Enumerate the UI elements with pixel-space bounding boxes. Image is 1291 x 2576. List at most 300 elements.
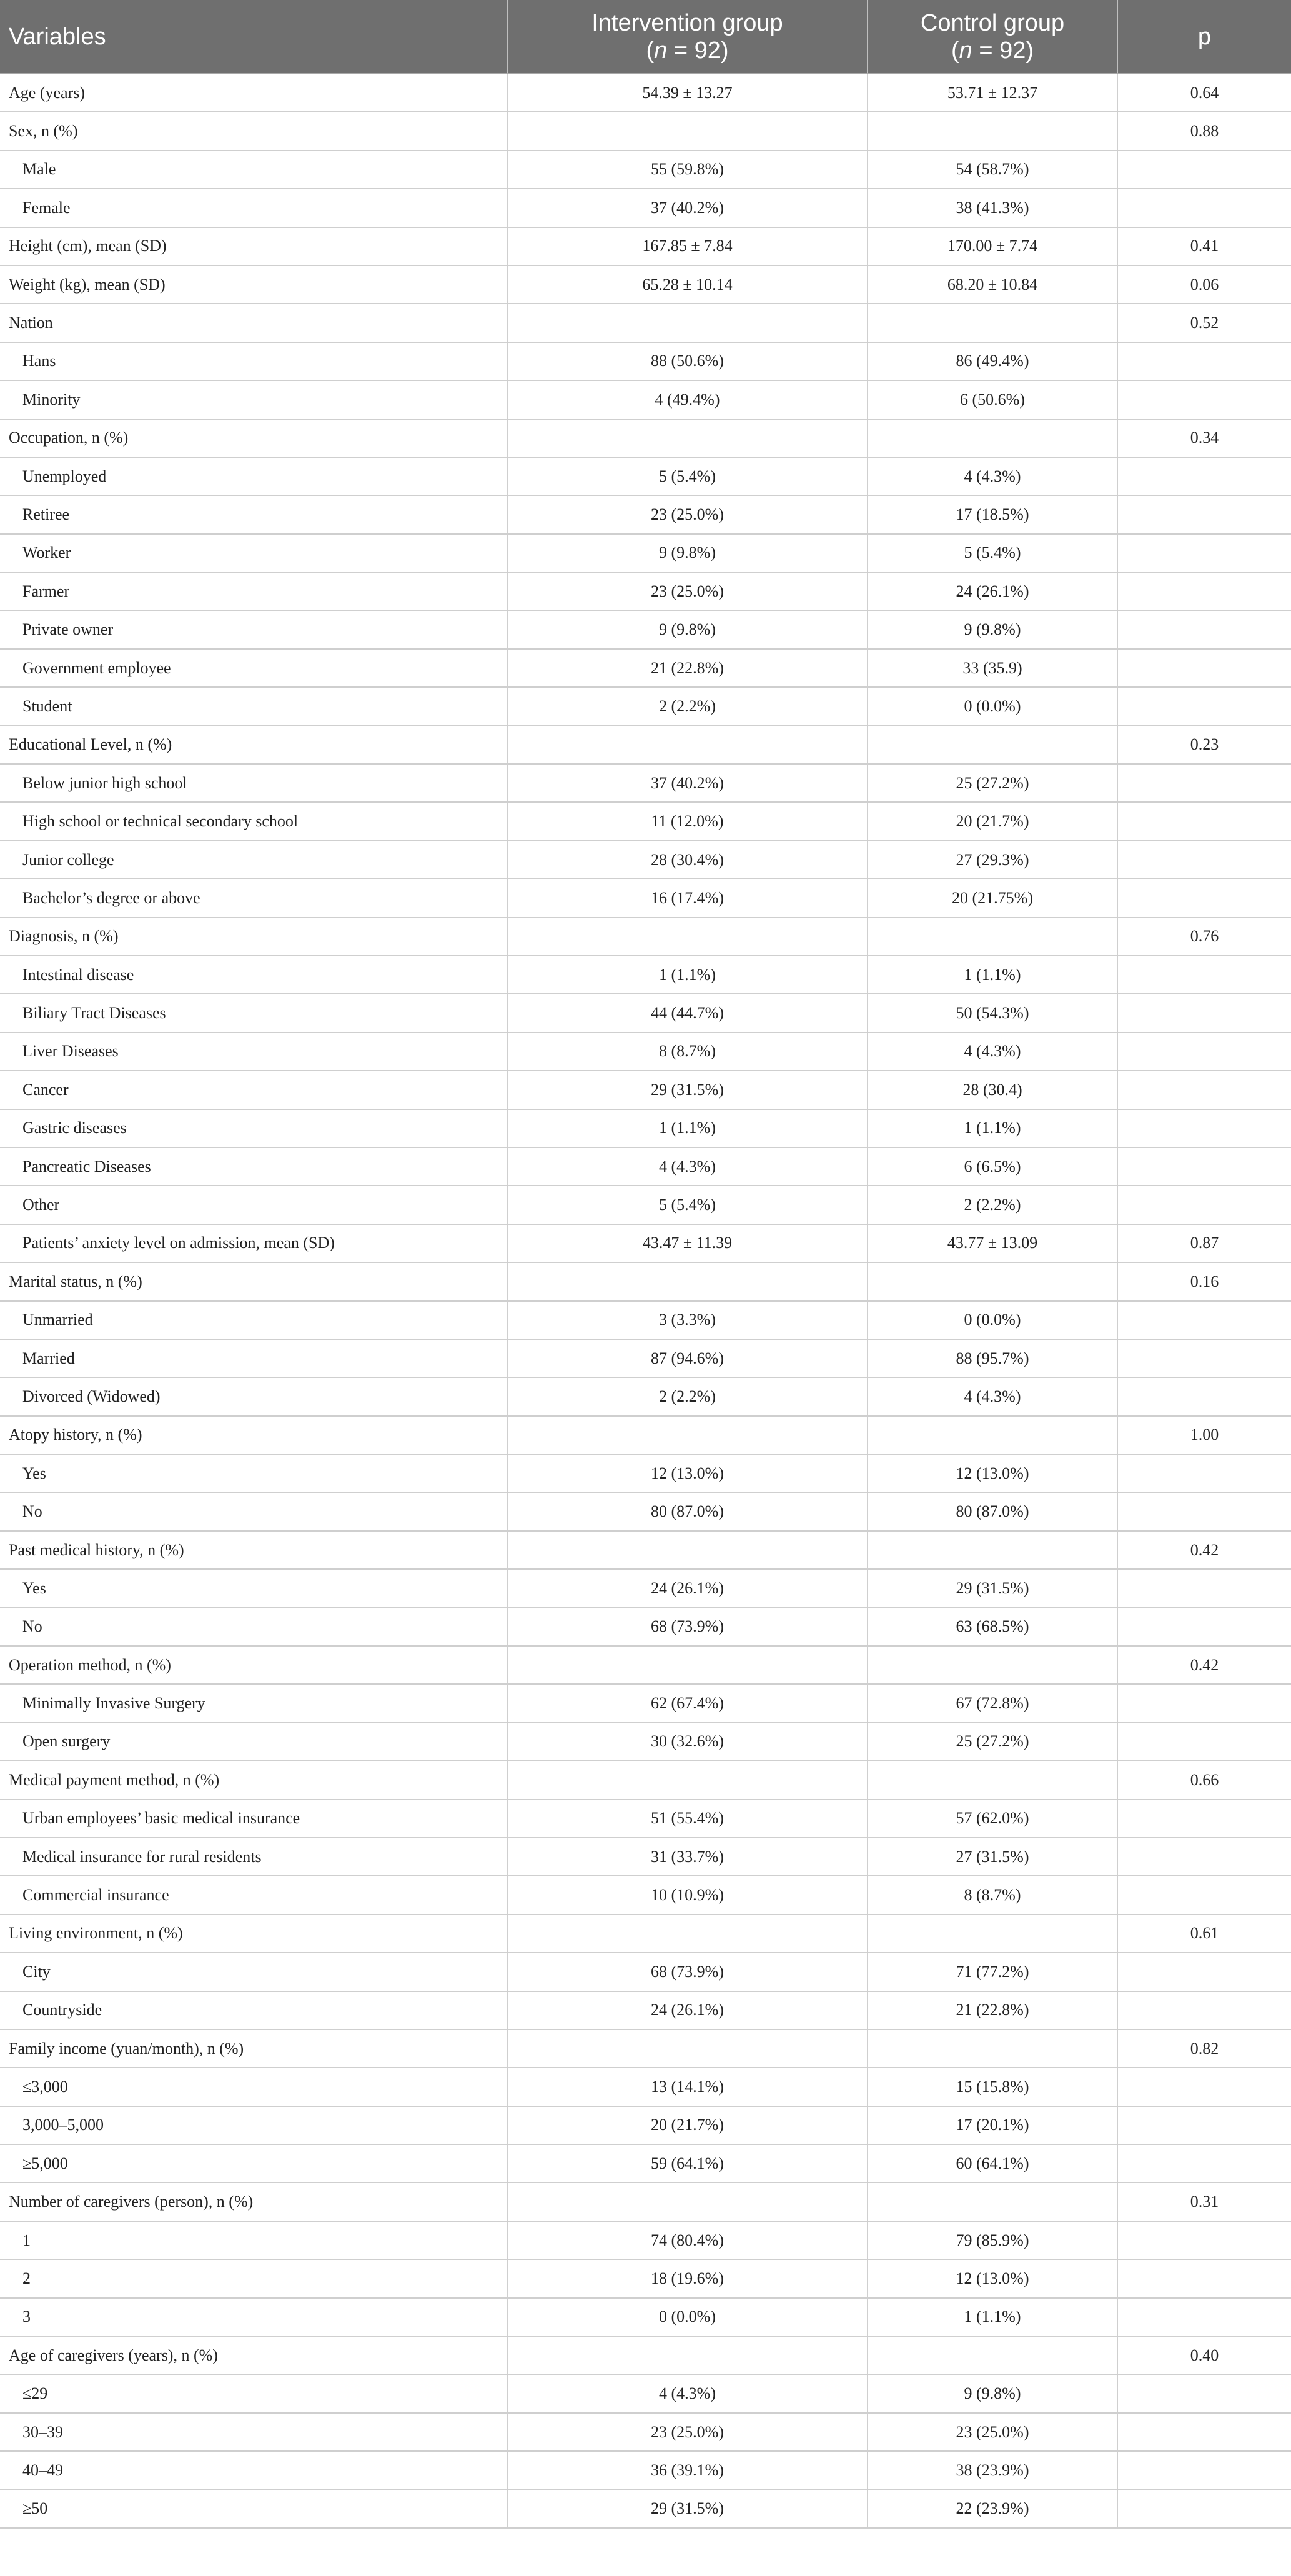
variable-cell: ≤29: [0, 2374, 507, 2412]
variable-cell: 1: [0, 2221, 507, 2259]
control-cell: 12 (13.0%): [868, 2259, 1117, 2297]
table-row: [0, 1684, 1291, 1722]
variable-cell: Divorced (Widowed): [0, 1377, 507, 1415]
p-value-cell: [1117, 879, 1291, 917]
variable-cell: Minority: [0, 380, 507, 419]
p-value-cell: 0.42: [1117, 1646, 1291, 1684]
variable-cell: Hans: [0, 342, 507, 380]
intervention-cell: [507, 1761, 868, 1799]
control-cell: [868, 1646, 1117, 1684]
intervention-cell: 18 (19.6%): [507, 2259, 868, 2297]
control-cell: 17 (18.5%): [868, 495, 1117, 533]
control-cell: [868, 2182, 1117, 2221]
variable-cell: No: [0, 1608, 507, 1646]
intervention-cell: 5 (5.4%): [507, 1186, 868, 1224]
intervention-cell: 37 (40.2%): [507, 189, 868, 227]
table-row: [0, 74, 1291, 112]
table-row: [0, 2413, 1291, 2451]
p-value-cell: [1117, 1147, 1291, 1186]
table-row: [0, 687, 1291, 725]
variable-cell: Height (cm), mean (SD): [0, 227, 507, 265]
p-value-cell: 0.41: [1117, 227, 1291, 265]
intervention-cell: 24 (26.1%): [507, 1991, 868, 2029]
control-cell: 25 (27.2%): [868, 764, 1117, 802]
table-row: [0, 2068, 1291, 2106]
table-row: [0, 227, 1291, 265]
control-cell: 80 (87.0%): [868, 1492, 1117, 1530]
table-row: [0, 879, 1291, 917]
intervention-cell: 12 (13.0%): [507, 1454, 868, 1492]
variable-cell: Pancreatic Diseases: [0, 1147, 507, 1186]
variable-cell: No: [0, 1492, 507, 1530]
intervention-cell: 68 (73.9%): [507, 1608, 868, 1646]
intervention-cell: 55 (59.8%): [507, 151, 868, 189]
control-cell: 79 (85.9%): [868, 2221, 1117, 2259]
variable-cell: Medical payment method, n (%): [0, 1761, 507, 1799]
variable-cell: Family income (yuan/month), n (%): [0, 2029, 507, 2068]
intervention-cell: 68 (73.9%): [507, 1953, 868, 1991]
p-value-cell: [1117, 1569, 1291, 1607]
p-value-cell: [1117, 457, 1291, 495]
table-row: [0, 419, 1291, 457]
variable-cell: Junior college: [0, 841, 507, 879]
p-value-cell: [1117, 1991, 1291, 2029]
table-row: [0, 956, 1291, 994]
table-row: [0, 265, 1291, 304]
intervention-cell: 167.85 ± 7.84: [507, 227, 868, 265]
header-control-n-rest: = 92): [972, 37, 1034, 64]
control-cell: 60 (64.1%): [868, 2144, 1117, 2182]
header-intervention-n: [517, 37, 858, 64]
control-cell: [868, 1531, 1117, 1569]
control-cell: 21 (22.8%): [868, 1991, 1117, 2029]
control-cell: 57 (62.0%): [868, 1800, 1117, 1838]
intervention-cell: 16 (17.4%): [507, 879, 868, 917]
table-row: [0, 1646, 1291, 1684]
table-row: [0, 342, 1291, 380]
p-value-cell: [1117, 495, 1291, 533]
table-row: [0, 802, 1291, 840]
table-row: [0, 841, 1291, 879]
variable-cell: Past medical history, n (%): [0, 1531, 507, 1569]
variable-cell: 30–39: [0, 2413, 507, 2451]
variable-cell: Cancer: [0, 1071, 507, 1109]
p-value-cell: [1117, 1684, 1291, 1722]
header-control-n-open: (: [951, 37, 959, 64]
table-row: [0, 649, 1291, 687]
intervention-cell: 65.28 ± 10.14: [507, 265, 868, 304]
control-cell: 20 (21.7%): [868, 802, 1117, 840]
control-cell: [868, 112, 1117, 150]
p-value-cell: [1117, 956, 1291, 994]
header-variables: Variables: [0, 0, 507, 74]
control-cell: 38 (23.9%): [868, 2451, 1117, 2489]
variable-cell: Liver Diseases: [0, 1033, 507, 1071]
p-value-cell: [1117, 151, 1291, 189]
variable-cell: 3,000–5,000: [0, 2106, 507, 2144]
table-row: [0, 1761, 1291, 1799]
p-value-cell: [1117, 2451, 1291, 2489]
p-value-cell: [1117, 2106, 1291, 2144]
intervention-cell: 2 (2.2%): [507, 687, 868, 725]
intervention-cell: [507, 112, 868, 150]
intervention-cell: 10 (10.9%): [507, 1876, 868, 1914]
table-row: [0, 1991, 1291, 2029]
p-value-cell: [1117, 1723, 1291, 1761]
p-value-cell: [1117, 1492, 1291, 1530]
p-value-cell: [1117, 649, 1291, 687]
p-value-cell: 0.06: [1117, 265, 1291, 304]
header-control-group: [868, 0, 1117, 74]
intervention-cell: 31 (33.7%): [507, 1838, 868, 1876]
table-row: [0, 2490, 1291, 2528]
table-row: [0, 994, 1291, 1032]
p-value-cell: [1117, 380, 1291, 419]
table-row: [0, 380, 1291, 419]
p-value-cell: [1117, 2298, 1291, 2336]
p-value-cell: [1117, 1608, 1291, 1646]
table-row: [0, 457, 1291, 495]
control-cell: 54 (58.7%): [868, 151, 1117, 189]
intervention-cell: [507, 1531, 868, 1569]
p-value-cell: 0.82: [1117, 2029, 1291, 2068]
variable-cell: Government employee: [0, 649, 507, 687]
control-cell: 50 (54.3%): [868, 994, 1117, 1032]
header-intervention-n-var: n: [654, 37, 668, 64]
variable-cell: Intestinal disease: [0, 956, 507, 994]
intervention-cell: 28 (30.4%): [507, 841, 868, 879]
control-cell: 15 (15.8%): [868, 2068, 1117, 2106]
control-cell: 33 (35.9): [868, 649, 1117, 687]
variable-cell: Living environment, n (%): [0, 1915, 507, 1953]
intervention-cell: 29 (31.5%): [507, 2490, 868, 2528]
variable-cell: Patients’ anxiety level on admission, mean (SD): [0, 1224, 507, 1262]
table-row: [0, 1492, 1291, 1530]
header-intervention-group: [507, 0, 868, 74]
control-cell: 1 (1.1%): [868, 2298, 1117, 2336]
variable-cell: Diagnosis, n (%): [0, 918, 507, 956]
control-cell: 67 (72.8%): [868, 1684, 1117, 1722]
variable-cell: Unmarried: [0, 1301, 507, 1339]
p-value-cell: 0.40: [1117, 2336, 1291, 2374]
table-body: [0, 74, 1291, 2528]
control-cell: 27 (31.5%): [868, 1838, 1117, 1876]
intervention-cell: [507, 1915, 868, 1953]
p-value-cell: [1117, 1800, 1291, 1838]
control-cell: [868, 1761, 1117, 1799]
intervention-cell: 74 (80.4%): [507, 2221, 868, 2259]
control-cell: [868, 918, 1117, 956]
variable-cell: Bachelor’s degree or above: [0, 879, 507, 917]
control-cell: 2 (2.2%): [868, 1186, 1117, 1224]
p-value-cell: [1117, 2259, 1291, 2297]
p-value-cell: [1117, 2221, 1291, 2259]
table-row: [0, 151, 1291, 189]
intervention-cell: 9 (9.8%): [507, 610, 868, 648]
intervention-cell: [507, 2336, 868, 2374]
header-p-value: p: [1117, 0, 1291, 74]
control-cell: 27 (29.3%): [868, 841, 1117, 879]
table-row: [0, 918, 1291, 956]
table-row: [0, 1569, 1291, 1607]
control-cell: 1 (1.1%): [868, 1109, 1117, 1147]
p-value-cell: [1117, 1876, 1291, 1914]
table-row: [0, 764, 1291, 802]
table-row: [0, 1147, 1291, 1186]
p-value-cell: 0.42: [1117, 1531, 1291, 1569]
intervention-cell: 87 (94.6%): [507, 1339, 868, 1377]
intervention-cell: [507, 1416, 868, 1454]
table-row: [0, 1608, 1291, 1646]
p-value-cell: 0.23: [1117, 726, 1291, 764]
variable-cell: ≥50: [0, 2490, 507, 2528]
p-value-cell: [1117, 189, 1291, 227]
table-row: [0, 112, 1291, 150]
control-cell: 4 (4.3%): [868, 457, 1117, 495]
variable-cell: 3: [0, 2298, 507, 2336]
p-value-cell: [1117, 572, 1291, 610]
table-row: [0, 304, 1291, 342]
header-intervention-label: Intervention group: [591, 9, 783, 36]
intervention-cell: [507, 726, 868, 764]
control-cell: 6 (6.5%): [868, 1147, 1117, 1186]
intervention-cell: 80 (87.0%): [507, 1492, 868, 1530]
table-row: [0, 2106, 1291, 2144]
variable-cell: Educational Level, n (%): [0, 726, 507, 764]
intervention-cell: 1 (1.1%): [507, 1109, 868, 1147]
intervention-cell: 30 (32.6%): [507, 1723, 868, 1761]
variable-cell: ≤3,000: [0, 2068, 507, 2106]
table-row: [0, 1301, 1291, 1339]
control-cell: 8 (8.7%): [868, 1876, 1117, 1914]
p-value-cell: [1117, 1186, 1291, 1224]
variable-cell: Number of caregivers (person), n (%): [0, 2182, 507, 2221]
intervention-cell: 4 (4.3%): [507, 1147, 868, 1186]
p-value-cell: [1117, 1071, 1291, 1109]
variable-cell: City: [0, 1953, 507, 1991]
control-cell: 5 (5.4%): [868, 534, 1117, 572]
control-cell: 23 (25.0%): [868, 2413, 1117, 2451]
p-value-cell: [1117, 1454, 1291, 1492]
p-value-cell: 0.52: [1117, 304, 1291, 342]
header-intervention-n-open: (: [646, 37, 655, 64]
variable-cell: Male: [0, 151, 507, 189]
control-cell: 28 (30.4): [868, 1071, 1117, 1109]
variable-cell: Marital status, n (%): [0, 1262, 507, 1300]
table-row: [0, 1723, 1291, 1761]
table-row: [0, 2374, 1291, 2412]
table-row: [0, 2298, 1291, 2336]
variable-cell: Commercial insurance: [0, 1876, 507, 1914]
p-value-cell: [1117, 1953, 1291, 1991]
table-row: [0, 610, 1291, 648]
variable-cell: Gastric diseases: [0, 1109, 507, 1147]
variable-cell: Nation: [0, 304, 507, 342]
p-value-cell: [1117, 802, 1291, 840]
table-row: [0, 1377, 1291, 1415]
control-cell: [868, 419, 1117, 457]
intervention-cell: 13 (14.1%): [507, 2068, 868, 2106]
header-intervention-n-rest: = 92): [667, 37, 729, 64]
intervention-cell: 23 (25.0%): [507, 2413, 868, 2451]
p-value-cell: 0.88: [1117, 112, 1291, 150]
table-row: [0, 2144, 1291, 2182]
intervention-cell: 8 (8.7%): [507, 1033, 868, 1071]
intervention-cell: [507, 918, 868, 956]
control-cell: 4 (4.3%): [868, 1377, 1117, 1415]
intervention-cell: 51 (55.4%): [507, 1800, 868, 1838]
variable-cell: Atopy history, n (%): [0, 1416, 507, 1454]
header-control-label: Control group: [920, 9, 1065, 36]
p-value-cell: [1117, 2374, 1291, 2412]
control-cell: 4 (4.3%): [868, 1033, 1117, 1071]
p-value-cell: [1117, 1301, 1291, 1339]
p-value-cell: [1117, 1377, 1291, 1415]
intervention-cell: 11 (12.0%): [507, 802, 868, 840]
intervention-cell: [507, 2182, 868, 2221]
intervention-cell: [507, 1646, 868, 1684]
p-value-cell: [1117, 2144, 1291, 2182]
variable-cell: Minimally Invasive Surgery: [0, 1684, 507, 1722]
variable-cell: Worker: [0, 534, 507, 572]
variable-cell: Occupation, n (%): [0, 419, 507, 457]
table-row: [0, 1953, 1291, 1991]
variable-cell: Countryside: [0, 1991, 507, 2029]
variable-cell: Yes: [0, 1569, 507, 1607]
table-row: [0, 1915, 1291, 1953]
p-value-cell: [1117, 2068, 1291, 2106]
control-cell: 17 (20.1%): [868, 2106, 1117, 2144]
intervention-cell: 88 (50.6%): [507, 342, 868, 380]
intervention-cell: [507, 2029, 868, 2068]
variable-cell: Sex, n (%): [0, 112, 507, 150]
p-value-cell: [1117, 2490, 1291, 2528]
table-row: [0, 572, 1291, 610]
intervention-cell: 0 (0.0%): [507, 2298, 868, 2336]
intervention-cell: [507, 304, 868, 342]
variable-cell: Other: [0, 1186, 507, 1224]
control-cell: 43.77 ± 13.09: [868, 1224, 1117, 1262]
intervention-cell: 29 (31.5%): [507, 1071, 868, 1109]
intervention-cell: 1 (1.1%): [507, 956, 868, 994]
variable-cell: Age of caregivers (years), n (%): [0, 2336, 507, 2374]
table-row: [0, 1416, 1291, 1454]
variable-cell: Private owner: [0, 610, 507, 648]
variable-cell: 40–49: [0, 2451, 507, 2489]
control-cell: 88 (95.7%): [868, 1339, 1117, 1377]
p-value-cell: [1117, 1339, 1291, 1377]
control-cell: [868, 2029, 1117, 2068]
table-row: [0, 1224, 1291, 1262]
p-value-cell: 0.64: [1117, 74, 1291, 112]
header-control-n-var: n: [959, 37, 972, 64]
intervention-cell: 4 (49.4%): [507, 380, 868, 419]
table-row: [0, 1109, 1291, 1147]
p-value-cell: 0.34: [1117, 419, 1291, 457]
control-cell: 1 (1.1%): [868, 956, 1117, 994]
variable-cell: Urban employees’ basic medical insurance: [0, 1800, 507, 1838]
variable-cell: Retiree: [0, 495, 507, 533]
p-value-cell: [1117, 534, 1291, 572]
variable-cell: Medical insurance for rural residents: [0, 1838, 507, 1876]
intervention-cell: 3 (3.3%): [507, 1301, 868, 1339]
control-cell: [868, 1416, 1117, 1454]
intervention-cell: 4 (4.3%): [507, 2374, 868, 2412]
variable-cell: Student: [0, 687, 507, 725]
control-cell: 86 (49.4%): [868, 342, 1117, 380]
intervention-cell: 2 (2.2%): [507, 1377, 868, 1415]
intervention-cell: 24 (26.1%): [507, 1569, 868, 1607]
table-row: [0, 2221, 1291, 2259]
header-control-n: [877, 37, 1108, 64]
table-row: [0, 1531, 1291, 1569]
variable-cell: Female: [0, 189, 507, 227]
control-cell: 25 (27.2%): [868, 1723, 1117, 1761]
intervention-cell: [507, 419, 868, 457]
control-cell: 38 (41.3%): [868, 189, 1117, 227]
p-value-cell: [1117, 841, 1291, 879]
variable-cell: Biliary Tract Diseases: [0, 994, 507, 1032]
variable-cell: Unemployed: [0, 457, 507, 495]
p-value-cell: [1117, 2413, 1291, 2451]
control-cell: 22 (23.9%): [868, 2490, 1117, 2528]
p-value-cell: 0.87: [1117, 1224, 1291, 1262]
variable-cell: 2: [0, 2259, 507, 2297]
table-row: [0, 1876, 1291, 1914]
table-row: [0, 1033, 1291, 1071]
header-row: [0, 0, 1291, 74]
p-value-cell: [1117, 994, 1291, 1032]
variable-cell: Age (years): [0, 74, 507, 112]
p-value-cell: [1117, 1838, 1291, 1876]
intervention-cell: 5 (5.4%): [507, 457, 868, 495]
p-value-cell: 0.66: [1117, 1761, 1291, 1799]
control-cell: 0 (0.0%): [868, 687, 1117, 725]
variable-cell: Farmer: [0, 572, 507, 610]
table-row: [0, 2451, 1291, 2489]
intervention-cell: 37 (40.2%): [507, 764, 868, 802]
intervention-cell: 44 (44.7%): [507, 994, 868, 1032]
control-cell: [868, 1262, 1117, 1300]
control-cell: 20 (21.75%): [868, 879, 1117, 917]
p-value-cell: 0.61: [1117, 1915, 1291, 1953]
p-value-cell: [1117, 1033, 1291, 1071]
control-cell: 9 (9.8%): [868, 610, 1117, 648]
p-value-cell: [1117, 1109, 1291, 1147]
p-value-cell: [1117, 764, 1291, 802]
control-cell: [868, 304, 1117, 342]
intervention-cell: [507, 1262, 868, 1300]
table-row: [0, 189, 1291, 227]
control-cell: 6 (50.6%): [868, 380, 1117, 419]
table-row: [0, 1838, 1291, 1876]
table-row: [0, 1454, 1291, 1492]
intervention-cell: 43.47 ± 11.39: [507, 1224, 868, 1262]
control-cell: [868, 2336, 1117, 2374]
control-cell: [868, 1915, 1117, 1953]
table-row: [0, 726, 1291, 764]
intervention-cell: 59 (64.1%): [507, 2144, 868, 2182]
variable-cell: Yes: [0, 1454, 507, 1492]
control-cell: 71 (77.2%): [868, 1953, 1117, 1991]
variable-cell: Below junior high school: [0, 764, 507, 802]
control-cell: [868, 726, 1117, 764]
table-row: [0, 495, 1291, 533]
variable-cell: Married: [0, 1339, 507, 1377]
variable-cell: Operation method, n (%): [0, 1646, 507, 1684]
control-cell: 24 (26.1%): [868, 572, 1117, 610]
variable-cell: Open surgery: [0, 1723, 507, 1761]
